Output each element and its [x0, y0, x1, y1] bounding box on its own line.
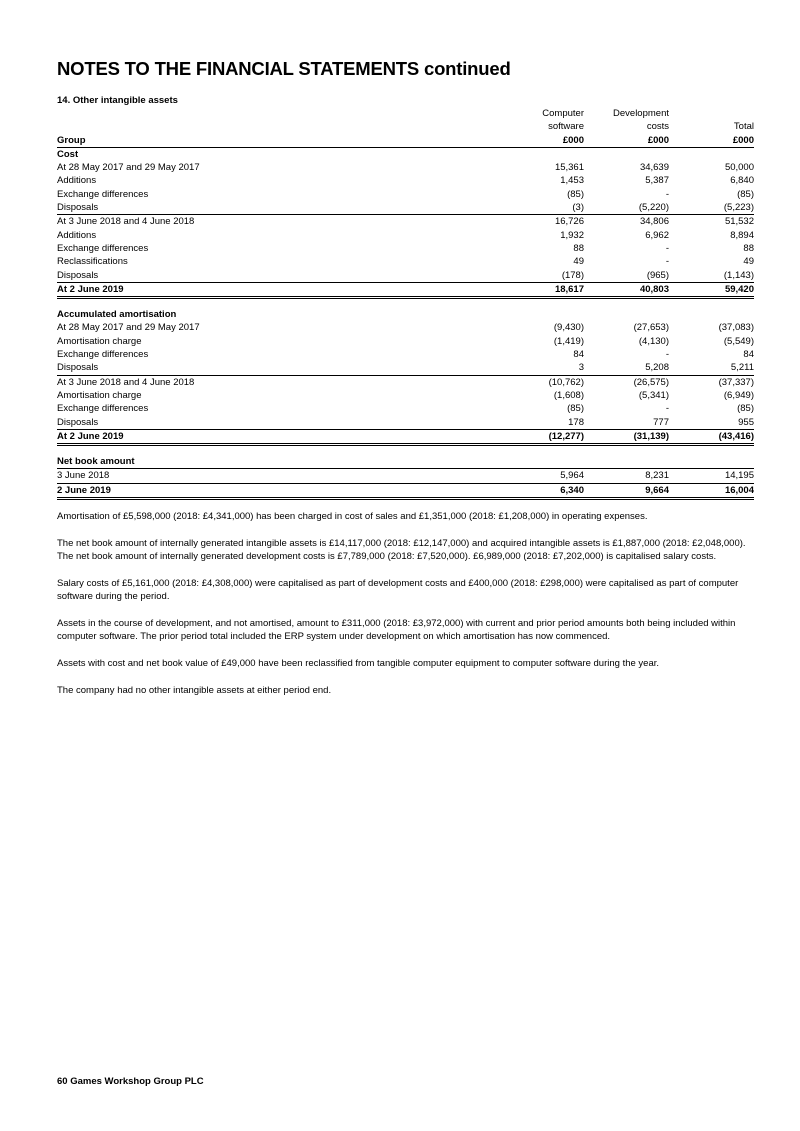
cost-heading	[57, 147, 754, 161]
row-value: (3)	[572, 202, 584, 214]
row-value: -	[665, 256, 669, 268]
amortisation-row	[57, 389, 754, 402]
row-label: Exchange differences	[57, 403, 149, 415]
row-value: 1,453	[560, 175, 584, 187]
row-value: (4,130)	[638, 335, 669, 347]
section-heading: Accumulated amortisation	[57, 309, 177, 321]
row-value: (5,220)	[638, 202, 669, 214]
header-row	[57, 120, 754, 133]
row-value: 49	[573, 256, 584, 268]
row-value: Computer	[542, 108, 584, 119]
amortisation-total-row	[57, 429, 754, 444]
note-heading: 14. Other intangible assets	[57, 95, 178, 106]
row-value: (10,762)	[484, 375, 584, 389]
row-value: (9,430)	[553, 322, 584, 334]
row-value: software	[548, 121, 584, 133]
row-value: 178	[568, 416, 584, 428]
amortisation-row	[57, 335, 754, 348]
cost-total-row	[57, 282, 754, 297]
amortisation-row	[57, 348, 754, 361]
row-value: 34,806	[584, 215, 669, 229]
row-value: 6,340	[484, 483, 584, 498]
net-book-amount-heading	[57, 455, 754, 469]
row-label: Disposals	[57, 416, 99, 428]
cost-row	[57, 201, 754, 215]
row-label	[57, 107, 484, 120]
row-value: 84	[743, 349, 754, 361]
amortisation-row	[57, 321, 754, 334]
row-value: 3	[578, 362, 584, 374]
row-value: 49	[743, 256, 754, 268]
amortisation-row	[57, 416, 754, 430]
row-value: (43,416)	[669, 429, 754, 444]
row-value: 40,803	[584, 282, 669, 297]
row-label: Reclassifications	[57, 256, 128, 268]
row-label: Amortisation charge	[57, 389, 142, 401]
row-value: (12,277)	[484, 429, 584, 444]
row-value: 84	[573, 349, 584, 361]
note-paragraph-assets-in-development: Assets in the course of development, and not amortised, amount to £311,000 (2018: £3,972,000) with current and prior period amounts both being included within computer software. The prior period total included the ERP system under development on which amortisation has now commenced.	[57, 617, 736, 643]
page-title: NOTES TO THE FINANCIAL STATEMENTS continued	[57, 58, 511, 79]
intangible-assets-table	[57, 107, 754, 500]
row-value: 9,664	[584, 483, 669, 498]
row-value: 16,726	[484, 215, 584, 229]
cost-row	[57, 215, 754, 229]
header-row	[57, 134, 754, 148]
row-value: (85)	[567, 403, 584, 415]
row-value: 50,000	[724, 162, 754, 174]
row-label: Amortisation charge	[57, 335, 142, 347]
row-label: At 3 June 2018 and 4 June 2018	[57, 215, 484, 229]
note-paragraph-company: The company had no other intangible assets at either period end.	[57, 684, 332, 696]
cost-row	[57, 269, 754, 283]
row-label: At 2 June 2019	[57, 429, 484, 444]
section-heading: Net book amount	[57, 455, 754, 469]
row-value: -	[665, 349, 669, 361]
row-value: 51,532	[669, 215, 754, 229]
note-paragraph-net-book-amount: The net book amount of internally generated intangible assets is £14,117,000 (2018: £12,147,000) and acquired intangible assets is £1,887,000 (2018: £2,048,000). The net book amount of internally generated development costs is £7,789,000 (2018: £7,520,000). £6,989,000 (2018: £7,202,000) is capitalised salary costs.	[57, 537, 746, 563]
row-value: £000	[584, 134, 669, 148]
row-value: 8,894	[730, 229, 754, 241]
row-value: (27,653)	[633, 322, 669, 334]
row-value: -	[665, 403, 669, 415]
row-label: Additions	[57, 229, 97, 241]
row-label: 2 June 2019	[57, 483, 484, 498]
row-value: (965)	[646, 269, 669, 281]
row-value: costs	[646, 121, 669, 133]
row-label: Exchange differences	[57, 349, 149, 361]
row-value: 8,231	[645, 470, 669, 482]
amortisation-row	[57, 402, 754, 415]
row-label: Disposals	[57, 202, 99, 214]
row-value: 6,840	[730, 175, 754, 187]
row-value: 88	[743, 242, 754, 254]
spacer-cell	[57, 298, 754, 309]
section-heading: Cost	[57, 148, 79, 160]
cost-row	[57, 255, 754, 268]
row-value: -	[665, 242, 669, 254]
row-value: 5,387	[645, 175, 669, 187]
row-label: At 28 May 2017 and 29 May 2017	[57, 322, 200, 334]
row-value: 5,208	[645, 362, 669, 374]
row-value: 16,004	[669, 483, 754, 498]
row-value: -	[665, 188, 669, 200]
row-value: Total	[733, 121, 754, 133]
row-label: At 3 June 2018 and 4 June 2018	[57, 375, 484, 389]
row-label	[57, 120, 484, 133]
spacer-row	[57, 445, 754, 456]
row-value: 34,639	[639, 162, 669, 174]
row-value: (85)	[737, 403, 754, 415]
row-value: (85)	[567, 188, 584, 200]
row-value: (85)	[737, 188, 754, 200]
note-paragraph-amortisation: Amortisation of £5,598,000 (2018: £4,341,000) has been charged in cost of sales and £1,351,000 (2018: £1,208,000) in operating expenses.	[57, 511, 648, 522]
spacer-cell	[57, 445, 754, 456]
row-value: 6,962	[645, 229, 669, 241]
net-book-amount-total-row	[57, 483, 754, 498]
row-value: 59,420	[669, 282, 754, 297]
row-value: (6,949)	[723, 389, 754, 401]
row-label: At 28 May 2017 and 29 May 2017	[57, 162, 200, 174]
page-footer: 60 Games Workshop Group PLC	[57, 1076, 204, 1087]
cost-row	[57, 161, 754, 174]
row-label: Exchange differences	[57, 188, 149, 200]
row-value	[669, 107, 754, 120]
row-value: (5,223)	[723, 202, 754, 214]
row-value: 18,617	[484, 282, 584, 297]
row-value: (5,341)	[638, 389, 669, 401]
notes-paragraphs	[57, 510, 757, 711]
note-paragraph-reclassification: Assets with cost and net book value of £49,000 have been reclassified from tangible computer equipment to computer software during the year.	[57, 658, 660, 670]
cost-row	[57, 174, 754, 187]
row-value: (178)	[561, 269, 584, 281]
row-value: 88	[573, 242, 584, 254]
amortisation-row	[57, 361, 754, 375]
row-label: Group	[57, 134, 484, 148]
note-paragraph-salary-costs: Salary costs of £5,161,000 (2018: £4,308,000) were capitalised as part of development costs and £400,000 (2018: £298,000) were capitalised as part of computer software during the period.	[57, 577, 739, 603]
row-value: 955	[738, 416, 754, 428]
row-value: (26,575)	[584, 375, 669, 389]
row-label: Disposals	[57, 362, 99, 374]
row-value: 777	[653, 416, 669, 428]
net-book-amount-row	[57, 469, 754, 483]
amortisation-row	[57, 375, 754, 389]
row-value: £000	[669, 134, 754, 148]
row-value: 5,964	[560, 470, 584, 482]
row-value: (37,083)	[718, 322, 754, 334]
cost-row	[57, 242, 754, 255]
row-value: (1,419)	[553, 335, 584, 347]
row-value: Development	[613, 108, 669, 119]
row-label: At 2 June 2019	[57, 282, 484, 297]
header-row	[57, 107, 754, 120]
cost-row	[57, 229, 754, 242]
cost-row	[57, 188, 754, 201]
row-value: (5,549)	[723, 335, 754, 347]
row-value: (37,337)	[669, 375, 754, 389]
amortisation-heading	[57, 308, 754, 321]
row-label: Disposals	[57, 269, 99, 281]
row-value: 15,361	[554, 162, 584, 174]
row-value: 1,932	[560, 229, 584, 241]
spacer-row	[57, 298, 754, 309]
row-label: 3 June 2018	[57, 470, 110, 482]
intangible-assets-table-body	[57, 107, 754, 499]
row-label: Additions	[57, 175, 97, 187]
row-value: (1,608)	[553, 389, 584, 401]
row-value: (31,139)	[584, 429, 669, 444]
row-value: £000	[484, 134, 584, 148]
row-value: (1,143)	[723, 269, 754, 281]
row-value: 5,211	[730, 362, 754, 374]
row-value: 14,195	[724, 470, 754, 482]
row-label: Exchange differences	[57, 242, 149, 254]
